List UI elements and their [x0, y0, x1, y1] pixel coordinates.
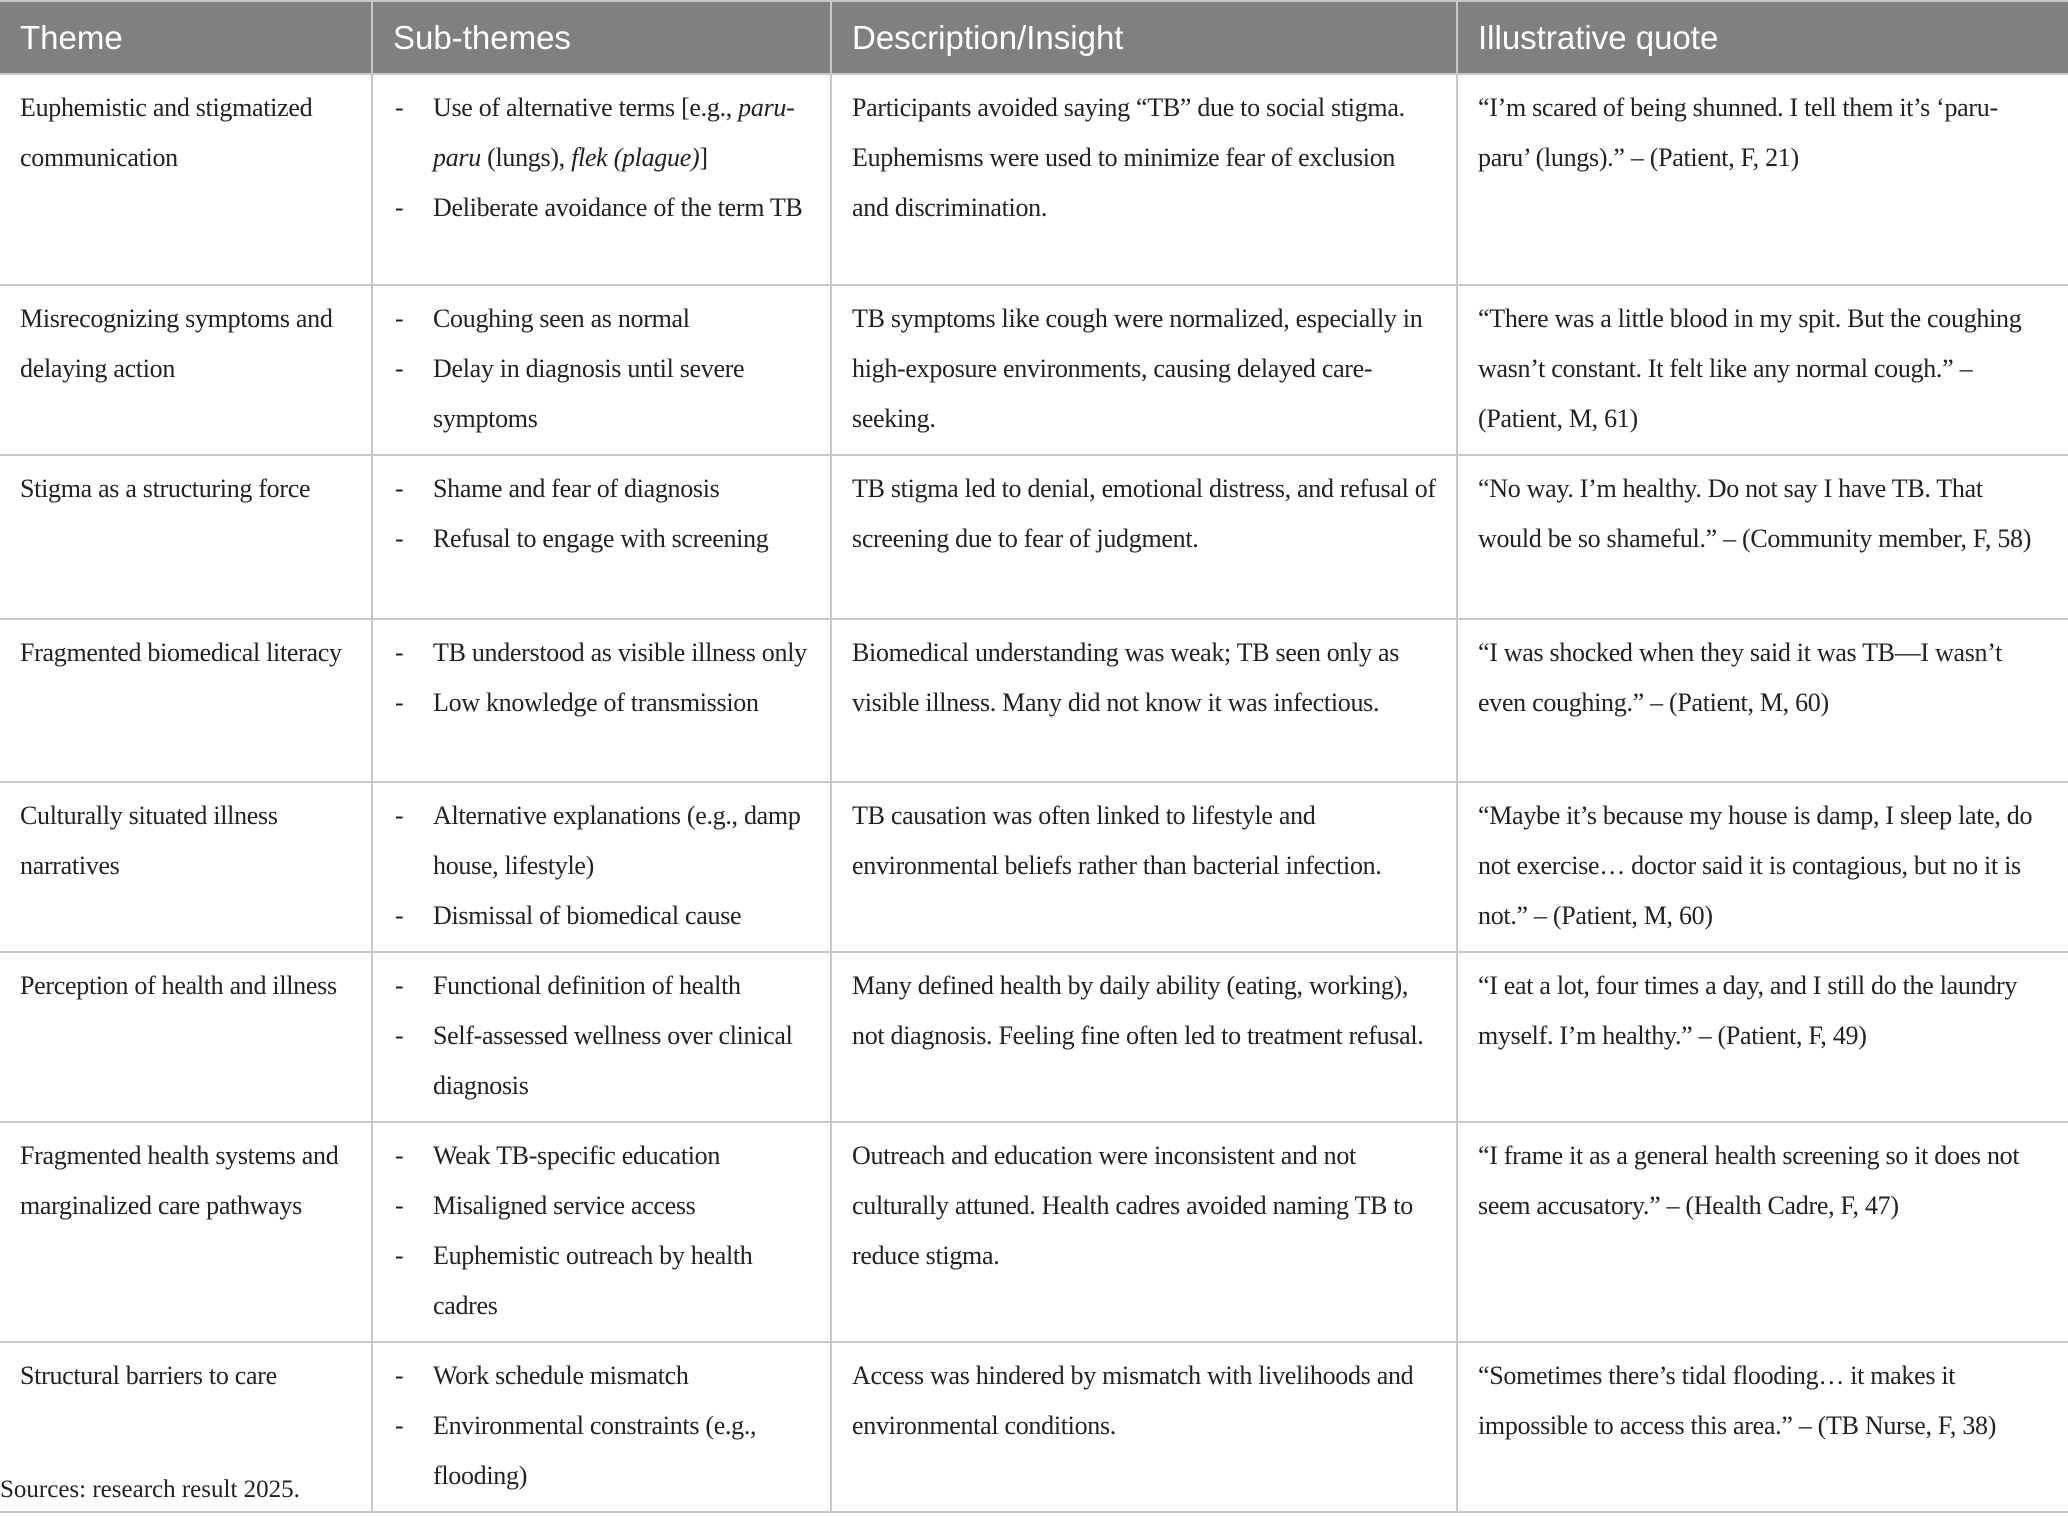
sub-theme-item: - TB understood as visible illness only: [395, 638, 807, 667]
header-sub-themes: Sub-themes: [372, 1, 831, 74]
description-cell: TB stigma led to denial, emotional distress, and refusal of screening due to fear of judgment.: [831, 455, 1457, 619]
table-row: [0, 285, 2068, 455]
theme-cell: Structural barriers to care: [0, 1342, 372, 1512]
header-theme: Theme: [0, 1, 372, 74]
description-cell: TB symptoms like cough were normalized, especially in high-exposure environments, causing delayed care-seeking.: [831, 285, 1457, 455]
quote-cell: “Sometimes there’s tidal flooding… it makes it impossible to access this area.” – (TB Nurse, F, 38): [1457, 1342, 2068, 1512]
quote-cell: “I’m scared of being shunned. I tell them it’s ‘paru-paru’ (lungs).” – (Patient, F, 21): [1457, 74, 2068, 285]
theme-cell: Perception of health and illness: [0, 952, 372, 1122]
sub-themes-cell: [372, 782, 831, 952]
header-row: [0, 1, 2068, 74]
sub-theme-item: - Work schedule mismatch: [395, 1361, 689, 1390]
description-cell: Participants avoided saying “TB” due to social stigma. Euphemisms were used to minimize fear of exclusion and discrimination.: [831, 74, 1457, 285]
source-note: Sources: research result 2025.: [0, 1476, 300, 1503]
sub-themes-cell: [372, 1342, 831, 1512]
description-cell: Biomedical understanding was weak; TB seen only as visible illness. Many did not know it was infectious.: [831, 619, 1457, 782]
description-cell: Many defined health by daily ability (eating, working), not diagnosis. Feeling fine often led to treatment refusal.: [831, 952, 1457, 1122]
theme-cell: Culturally situated illness narratives: [0, 782, 372, 952]
quote-cell: “No way. I’m healthy. Do not say I have TB. That would be so shameful.” – (Community member, F, 58): [1457, 455, 2068, 619]
sub-theme-item: - Misaligned service access: [395, 1191, 696, 1220]
quote-cell: “I eat a lot, four times a day, and I still do the laundry myself. I’m healthy.” – (Patient, F, 49): [1457, 952, 2068, 1122]
sub-theme-item: - Functional definition of health: [395, 971, 741, 1000]
table-row: [0, 455, 2068, 619]
quote-cell: “There was a little blood in my spit. But the coughing wasn’t constant. It felt like any normal cough.” – (Patient, M, 61): [1457, 285, 2068, 455]
table-row: [0, 1122, 2068, 1342]
sub-theme-item: - Environmental constraints (e.g., flooding): [395, 1411, 757, 1490]
sub-themes-cell: [372, 455, 831, 619]
sub-theme-item: - Dismissal of biomedical cause: [395, 901, 742, 930]
sub-theme-item: - Alternative explanations (e.g., damp house, lifestyle): [395, 801, 801, 880]
quote-cell: “I was shocked when they said it was TB—I wasn’t even coughing.” – (Patient, M, 60): [1457, 619, 2068, 782]
sub-theme-item: - Deliberate avoidance of the term TB: [395, 193, 803, 222]
table-row: [0, 619, 2068, 782]
sub-themes-cell: [372, 619, 831, 782]
sub-themes-cell: [372, 74, 831, 285]
description-cell: Outreach and education were inconsistent and not culturally attuned. Health cadres avoided naming TB to reduce stigma.: [831, 1122, 1457, 1342]
sub-themes-cell: [372, 1122, 831, 1342]
description-cell: Access was hindered by mismatch with livelihoods and environmental conditions.: [831, 1342, 1457, 1512]
sub-theme-item: - Euphemistic outreach by health cadres: [395, 1241, 753, 1320]
sub-theme-item: - Shame and fear of diagnosis: [395, 474, 720, 503]
table-row: [0, 1342, 2068, 1512]
sub-theme-item: - Coughing seen as normal: [395, 304, 690, 333]
quote-cell: “Maybe it’s because my house is damp, I sleep late, do not exercise… doctor said it is contagious, but no it is not.” – (Patient, M, 60): [1457, 782, 2068, 952]
theme-cell: Misrecognizing symptoms and delaying action: [0, 285, 372, 455]
sub-theme-item: - Use of alternative terms [e.g., paru-paru (lungs), flek (plague)]: [395, 93, 795, 172]
description-cell: TB causation was often linked to lifestyle and environmental beliefs rather than bacterial infection.: [831, 782, 1457, 952]
sub-theme-item: - Delay in diagnosis until severe symptoms: [395, 354, 745, 433]
sub-theme-item: - Refusal to engage with screening: [395, 524, 769, 553]
theme-cell: Euphemistic and stigmatized communication: [0, 74, 372, 285]
sub-themes-cell: [372, 285, 831, 455]
sub-themes-cell: [372, 952, 831, 1122]
table-row: [0, 74, 2068, 285]
theme-cell: Fragmented health systems and marginalized care pathways: [0, 1122, 372, 1342]
sub-theme-item: - Self-assessed wellness over clinical diagnosis: [395, 1021, 793, 1100]
table-row: [0, 782, 2068, 952]
sub-theme-item: - Low knowledge of transmission: [395, 688, 759, 717]
sub-theme-item: - Weak TB-specific education: [395, 1141, 721, 1170]
theme-cell: Stigma as a structuring force: [0, 455, 372, 619]
theme-cell: Fragmented biomedical literacy: [0, 619, 372, 782]
table-row: [0, 952, 2068, 1122]
header-quote: Illustrative quote: [1457, 1, 2068, 74]
quote-cell: “I frame it as a general health screening so it does not seem accusatory.” – (Health Cadre, F, 47): [1457, 1122, 2068, 1342]
header-description: Description/Insight: [831, 1, 1457, 74]
